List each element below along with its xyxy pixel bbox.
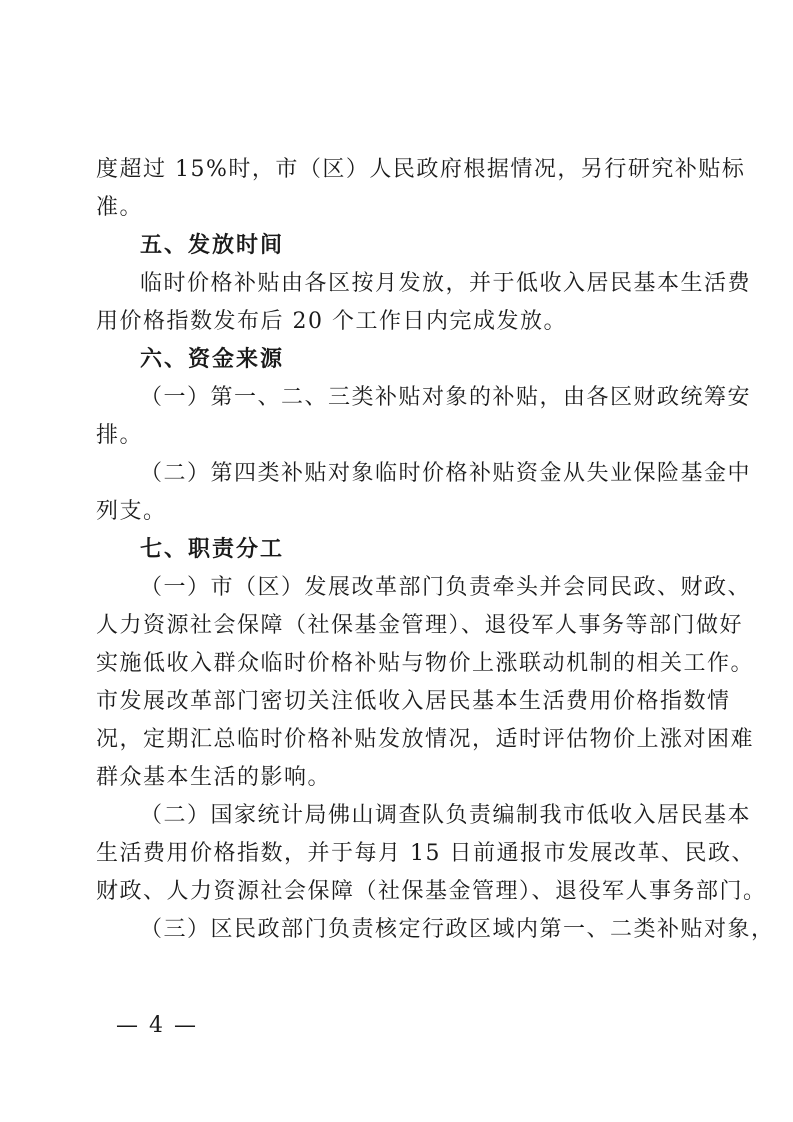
section-heading: 七、职责分工 xyxy=(140,537,285,562)
paragraph-line: 人力资源社会保障（社保基金管理）、退役军人事务等部门做好 xyxy=(96,613,744,638)
paragraph-line: 临时价格补贴由各区按月发放，并于低收入居民基本生活费 xyxy=(140,271,752,296)
paragraph-line: 群众基本生活的影响。 xyxy=(96,765,332,790)
paragraph-line: 生活费用价格指数，并于每月 15 日前通报市发展改革、民政、 xyxy=(96,841,755,866)
paragraph-line: 度超过 15%时，市（区）人民政府根据情况，另行研究补贴标 xyxy=(96,157,746,182)
paragraph-line: （三）区民政部门负责核定行政区域内第一、二类补贴对象， xyxy=(140,917,775,942)
section-heading: 五、发放时间 xyxy=(140,233,285,258)
paragraph-line: 况，定期汇总临时价格补贴发放情况，适时评估物价上涨对困难 xyxy=(96,727,755,752)
paragraph-line: 列支。 xyxy=(96,499,167,524)
paragraph-line: （一）市（区）发展改革部门负责牵头并会同民政、财政、 xyxy=(140,575,752,600)
paragraph-line: 市发展改革部门密切关注低收入居民基本生活费用价格指数情 xyxy=(96,689,731,714)
paragraph-line: 排。 xyxy=(96,423,144,448)
paragraph-line: 实施低收入群众临时价格补贴与物价上涨联动机制的相关工作。 xyxy=(96,651,755,676)
paragraph-line: （二）第四类补贴对象临时价格补贴资金从失业保险基金中 xyxy=(140,461,752,486)
paragraph-line: 准。 xyxy=(96,195,144,220)
paragraph-line: 财政、人力资源社会保障（社保基金管理）、退役军人事务部门。 xyxy=(96,879,767,904)
paragraph-line: 用价格指数发布后 20 个工作日内完成发放。 xyxy=(96,309,567,334)
paragraph-line: （二）国家统计局佛山调查队负责编制我市低收入居民基本 xyxy=(140,803,752,828)
paragraph-line: （一）第一、二、三类补贴对象的补贴，由各区财政统筹安 xyxy=(140,385,752,410)
section-heading: 六、资金来源 xyxy=(140,347,285,372)
page-number: — 4 — xyxy=(116,1013,198,1038)
